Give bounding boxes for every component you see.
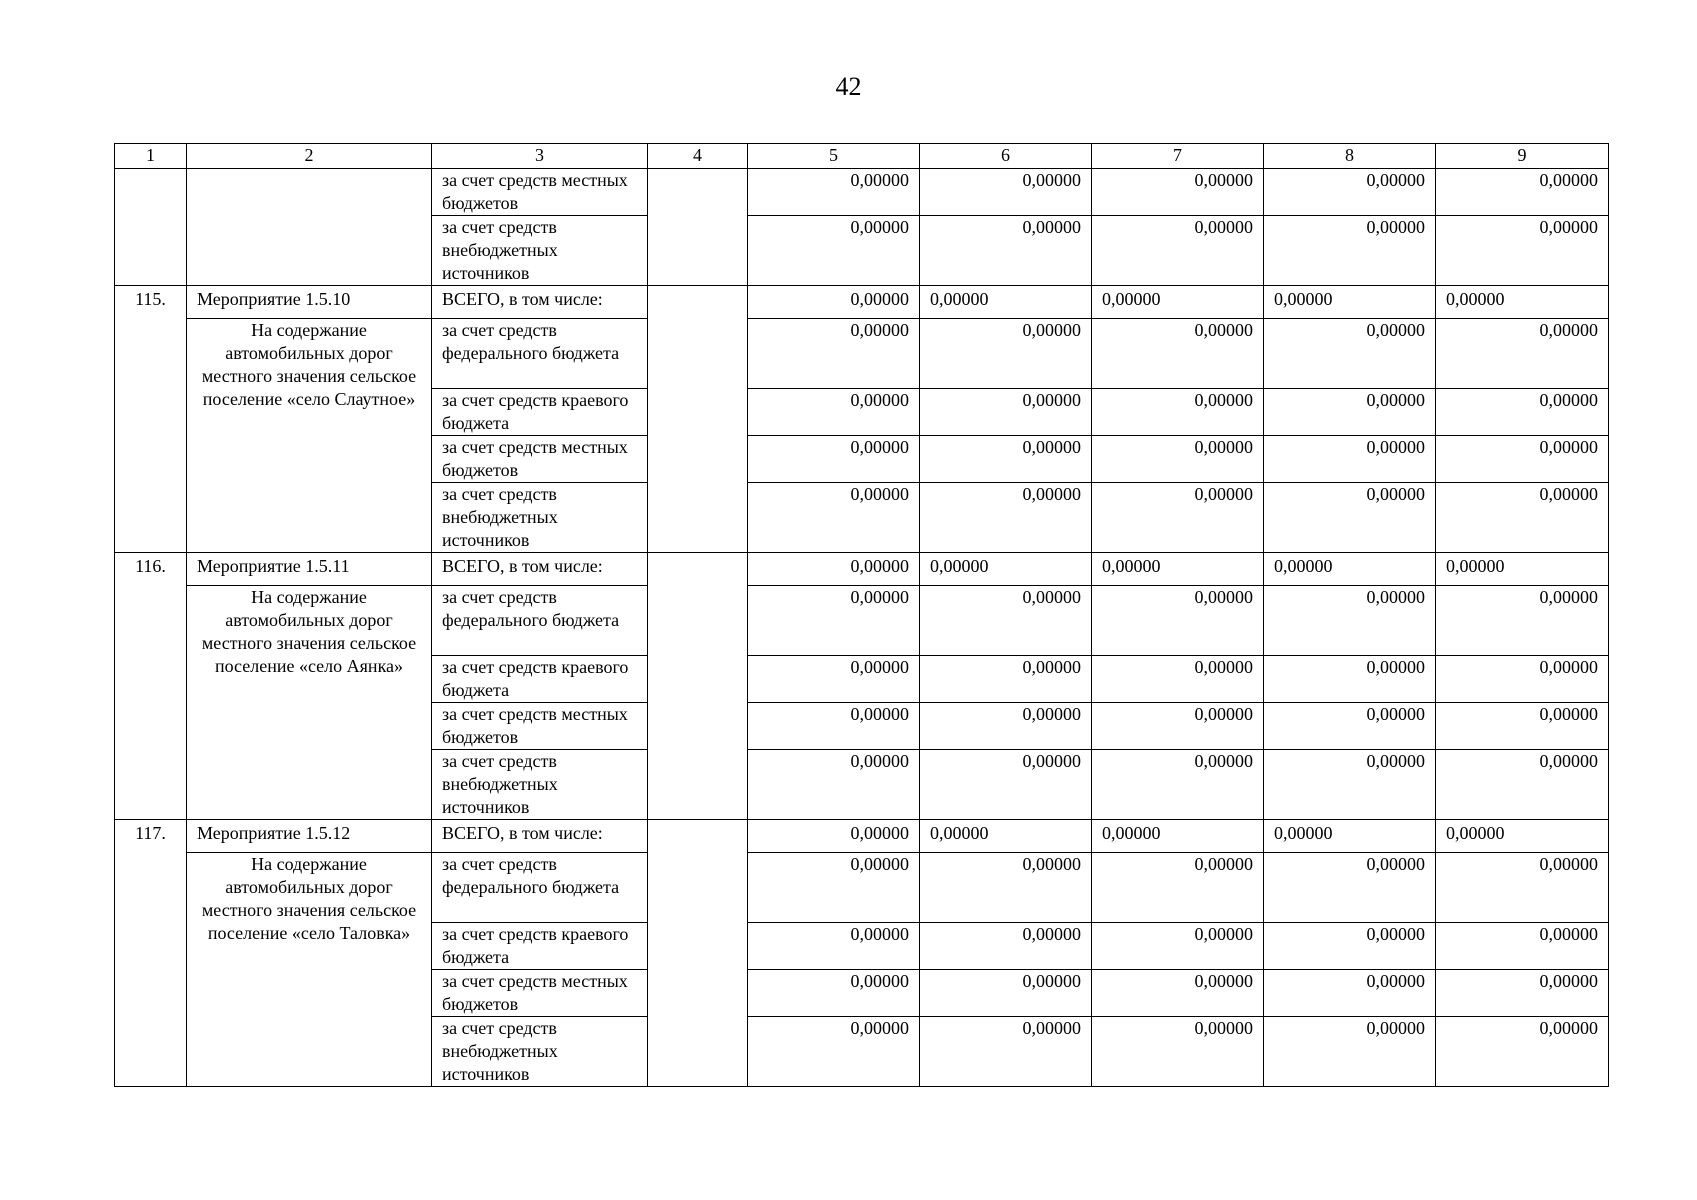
funding-source: за счет средств внебюджетных источников — [432, 216, 648, 286]
funding-source: за счет средств внебюджетных источников — [432, 483, 648, 553]
funding-source: за счет средств внебюджетных источников — [432, 750, 648, 820]
table-row — [115, 586, 1609, 656]
value-cell: 0,00000 — [748, 1017, 920, 1087]
value-cell: 0,00000 — [920, 389, 1092, 436]
value-cell: 0,00000 — [1092, 703, 1264, 750]
value-cell: 0,00000 — [920, 319, 1092, 389]
funding-source: за счет средств местных бюджетов — [432, 703, 648, 750]
event-description: На содержание автомобильных дорог местного значения сельское поселение «село Таловка» — [187, 853, 432, 1087]
value-cell: 0,00000 — [920, 216, 1092, 286]
value-cell: 0,00000 — [1264, 286, 1436, 319]
value-cell: 0,00000 — [1436, 923, 1609, 970]
value-cell: 0,00000 — [1436, 656, 1609, 703]
value-cell: 0,00000 — [920, 586, 1092, 656]
value-cell: 0,00000 — [1264, 389, 1436, 436]
value-cell: 0,00000 — [1436, 216, 1609, 286]
event-total-row — [115, 553, 1609, 586]
value-cell: 0,00000 — [748, 656, 920, 703]
value-cell: 0,00000 — [1092, 656, 1264, 703]
funding-source: за счет средств федерального бюджета — [432, 586, 648, 656]
value-cell: 0,00000 — [920, 553, 1092, 586]
value-cell: 0,00000 — [1436, 853, 1609, 923]
row-number: 116. — [115, 553, 187, 820]
value-cell: 0,00000 — [748, 750, 920, 820]
event-name: Мероприятие 1.5.10 — [187, 286, 432, 319]
funding-source: за счет средств краевого бюджета — [432, 656, 648, 703]
value-cell: 0,00000 — [1436, 286, 1609, 319]
value-cell: 0,00000 — [1092, 319, 1264, 389]
event-total-row — [115, 820, 1609, 853]
value-cell: 0,00000 — [920, 853, 1092, 923]
value-cell: 0,00000 — [920, 923, 1092, 970]
value-cell: 0,00000 — [748, 853, 920, 923]
value-cell: 0,00000 — [1092, 216, 1264, 286]
value-cell: 0,00000 — [748, 169, 920, 216]
value-cell: 0,00000 — [1436, 319, 1609, 389]
column-header: 6 — [920, 144, 1092, 169]
event-name: Мероприятие 1.5.11 — [187, 553, 432, 586]
value-cell: 0,00000 — [1436, 553, 1609, 586]
event-total-row — [115, 286, 1609, 319]
value-cell: 0,00000 — [1264, 703, 1436, 750]
value-cell: 0,00000 — [1092, 923, 1264, 970]
value-cell: 0,00000 — [1264, 923, 1436, 970]
empty-cell — [648, 820, 748, 1087]
value-cell: 0,00000 — [1092, 483, 1264, 553]
row-number: 117. — [115, 820, 187, 1087]
column-header: 1 — [115, 144, 187, 169]
column-header: 9 — [1436, 144, 1609, 169]
value-cell: 0,00000 — [748, 703, 920, 750]
column-header-row — [115, 144, 1609, 169]
value-cell: 0,00000 — [748, 553, 920, 586]
funding-source: за счет средств местных бюджетов — [432, 169, 648, 216]
event-description: На содержание автомобильных дорог местного значения сельское поселение «село Аянка» — [187, 586, 432, 820]
value-cell: 0,00000 — [1092, 820, 1264, 853]
value-cell: 0,00000 — [1436, 703, 1609, 750]
funding-source: за счет средств местных бюджетов — [432, 436, 648, 483]
value-cell: 0,00000 — [748, 586, 920, 656]
funding-source: ВСЕГО, в том числе: — [432, 553, 648, 586]
value-cell: 0,00000 — [920, 820, 1092, 853]
value-cell: 0,00000 — [920, 169, 1092, 216]
value-cell: 0,00000 — [1436, 970, 1609, 1017]
value-cell: 0,00000 — [748, 389, 920, 436]
value-cell: 0,00000 — [1264, 1017, 1436, 1087]
funding-source: за счет средств краевого бюджета — [432, 923, 648, 970]
value-cell: 0,00000 — [1436, 169, 1609, 216]
value-cell: 0,00000 — [920, 1017, 1092, 1087]
value-cell: 0,00000 — [920, 970, 1092, 1017]
table-row — [115, 319, 1609, 389]
value-cell: 0,00000 — [920, 656, 1092, 703]
funding-source: за счет средств внебюджетных источников — [432, 1017, 648, 1087]
table-row — [115, 169, 1609, 216]
empty-cell — [115, 169, 187, 286]
column-header: 7 — [1092, 144, 1264, 169]
funding-source: ВСЕГО, в том числе: — [432, 820, 648, 853]
funding-source: за счет средств местных бюджетов — [432, 970, 648, 1017]
empty-cell — [648, 553, 748, 820]
value-cell: 0,00000 — [1092, 750, 1264, 820]
value-cell: 0,00000 — [1264, 656, 1436, 703]
value-cell: 0,00000 — [1092, 853, 1264, 923]
value-cell: 0,00000 — [920, 703, 1092, 750]
value-cell: 0,00000 — [920, 483, 1092, 553]
value-cell: 0,00000 — [748, 286, 920, 319]
funding-source: за счет средств краевого бюджета — [432, 389, 648, 436]
budget-table — [114, 143, 1609, 1087]
value-cell: 0,00000 — [1092, 286, 1264, 319]
value-cell: 0,00000 — [748, 820, 920, 853]
value-cell: 0,00000 — [1436, 483, 1609, 553]
funding-source: за счет средств федерального бюджета — [432, 319, 648, 389]
table-row — [115, 853, 1609, 923]
value-cell: 0,00000 — [1264, 853, 1436, 923]
column-header: 8 — [1264, 144, 1436, 169]
value-cell: 0,00000 — [1264, 216, 1436, 286]
column-header: 4 — [648, 144, 748, 169]
value-cell: 0,00000 — [748, 923, 920, 970]
event-name: Мероприятие 1.5.12 — [187, 820, 432, 853]
value-cell: 0,00000 — [1264, 820, 1436, 853]
column-header: 5 — [748, 144, 920, 169]
value-cell: 0,00000 — [920, 286, 1092, 319]
value-cell: 0,00000 — [1436, 820, 1609, 853]
value-cell: 0,00000 — [1264, 970, 1436, 1017]
column-header: 2 — [187, 144, 432, 169]
page-number: 42 — [835, 72, 862, 101]
value-cell: 0,00000 — [1436, 389, 1609, 436]
value-cell: 0,00000 — [748, 483, 920, 553]
value-cell: 0,00000 — [1092, 1017, 1264, 1087]
value-cell: 0,00000 — [1436, 436, 1609, 483]
value-cell: 0,00000 — [1264, 553, 1436, 586]
value-cell: 0,00000 — [1264, 319, 1436, 389]
value-cell: 0,00000 — [1436, 1017, 1609, 1087]
value-cell: 0,00000 — [1264, 436, 1436, 483]
value-cell: 0,00000 — [748, 970, 920, 1017]
funding-source: за счет средств федерального бюджета — [432, 853, 648, 923]
value-cell: 0,00000 — [920, 750, 1092, 820]
empty-cell — [648, 286, 748, 553]
value-cell: 0,00000 — [1436, 586, 1609, 656]
event-description: На содержание автомобильных дорог местного значения сельское поселение «село Слаутное» — [187, 319, 432, 553]
value-cell: 0,00000 — [1092, 389, 1264, 436]
value-cell: 0,00000 — [1264, 586, 1436, 656]
empty-cell — [187, 169, 432, 286]
value-cell: 0,00000 — [1092, 970, 1264, 1017]
value-cell: 0,00000 — [920, 436, 1092, 483]
value-cell: 0,00000 — [1264, 750, 1436, 820]
value-cell: 0,00000 — [748, 319, 920, 389]
value-cell: 0,00000 — [1436, 750, 1609, 820]
funding-source: ВСЕГО, в том числе: — [432, 286, 648, 319]
value-cell: 0,00000 — [1264, 169, 1436, 216]
value-cell: 0,00000 — [1092, 553, 1264, 586]
value-cell: 0,00000 — [1092, 586, 1264, 656]
value-cell: 0,00000 — [1092, 169, 1264, 216]
row-number: 115. — [115, 286, 187, 553]
value-cell: 0,00000 — [748, 216, 920, 286]
value-cell: 0,00000 — [748, 436, 920, 483]
empty-cell — [648, 169, 748, 286]
value-cell: 0,00000 — [1092, 436, 1264, 483]
value-cell: 0,00000 — [1264, 483, 1436, 553]
column-header: 3 — [432, 144, 648, 169]
